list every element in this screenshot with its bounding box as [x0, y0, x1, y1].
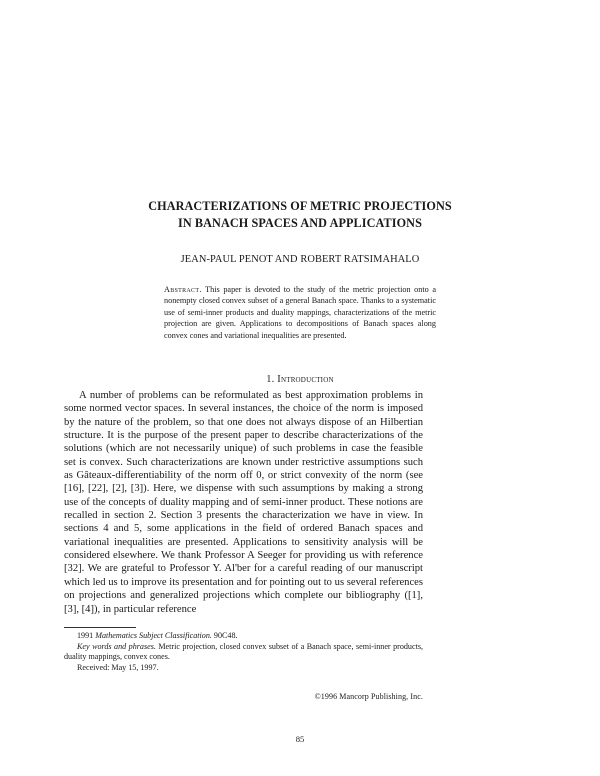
msc-label: Mathematics Subject Classification.: [95, 631, 212, 640]
introduction-paragraph: A number of problems can be reformulated as best approximation problems in some normed vector spaces. In several instances, the choice of the norm is imposed by the nature of the problem, so that one does not always dispose of an Hilbertian structure. It is the purpose of the present paper to describe characterizations of the solutions (which are not necessarily unique) of such problems in case the feasible set is convex. Such characterizations are known under restrictive assumptions such as Gâteaux-differentiability of the norm off 0, or strict convexity of the norm (see [16], [22], [2], [3]). Here, we dispense with such assumptions by making a strong use of the concepts of duality mapping and of semi-inner product. These notions are recalled in section 2. Section 3 presents the characterization we have in view. In sections 4 and 5, some applications in the field of ordered Banach spaces and variational inequalities are presented. Applications to sensitivity analysis will be considered elsewhere. We thank Professor A Seeger for providing us with reference [32]. We are grateful to Professor Y. Al'ber for a careful reading of our manuscript which led us to improve its presentation and for pointing out to us several references on projections and generalized projections which complete our bibliography ([1], [3], [4]), in particular reference: [64, 390, 423, 615]
publisher-copyright: ©1996 Mancorp Publishing, Inc.: [314, 692, 423, 701]
footnote-msc: [64, 631, 423, 642]
abstract-label: Abstract.: [164, 285, 202, 294]
footnote-received: Received: May 15, 1997.: [77, 662, 159, 672]
authors: JEAN-PAUL PENOT AND ROBERT RATSIMAHALO: [180, 254, 420, 265]
section-number: 1.: [266, 374, 275, 385]
section-heading: [60, 374, 540, 385]
paper-title: [60, 198, 540, 232]
page-number: 85: [295, 734, 305, 744]
paper-title-line-2: IN BANACH SPACES AND APPLICATIONS: [178, 216, 422, 230]
abstract: [164, 284, 436, 341]
keywords-label: Key words and phrases.: [77, 641, 156, 651]
section-title: Introduction: [277, 374, 334, 385]
msc-year: 1991: [77, 631, 94, 640]
footnote-divider: [64, 627, 136, 628]
footnote-keywords: [64, 642, 423, 663]
keywords-value: Metric projection, closed convex subset of a Banach space, semi-inner products, duality mappings, convex cones.: [64, 641, 423, 662]
paper-title-line-1: CHARACTERIZATIONS OF METRIC PROJECTIONS: [148, 199, 452, 213]
footnotes: [64, 631, 423, 673]
msc-value: 90C48.: [213, 631, 238, 640]
abstract-text: This paper is devoted to the study of the metric projection onto a nonempty closed convex subset of a general Banach space. Thanks to a systematic use of semi-inner products and duality mappings, characterizations of the metric projection are given. Applications to decompositions of Banach spaces along convex cones and variational inequalities are presented.: [164, 285, 436, 340]
